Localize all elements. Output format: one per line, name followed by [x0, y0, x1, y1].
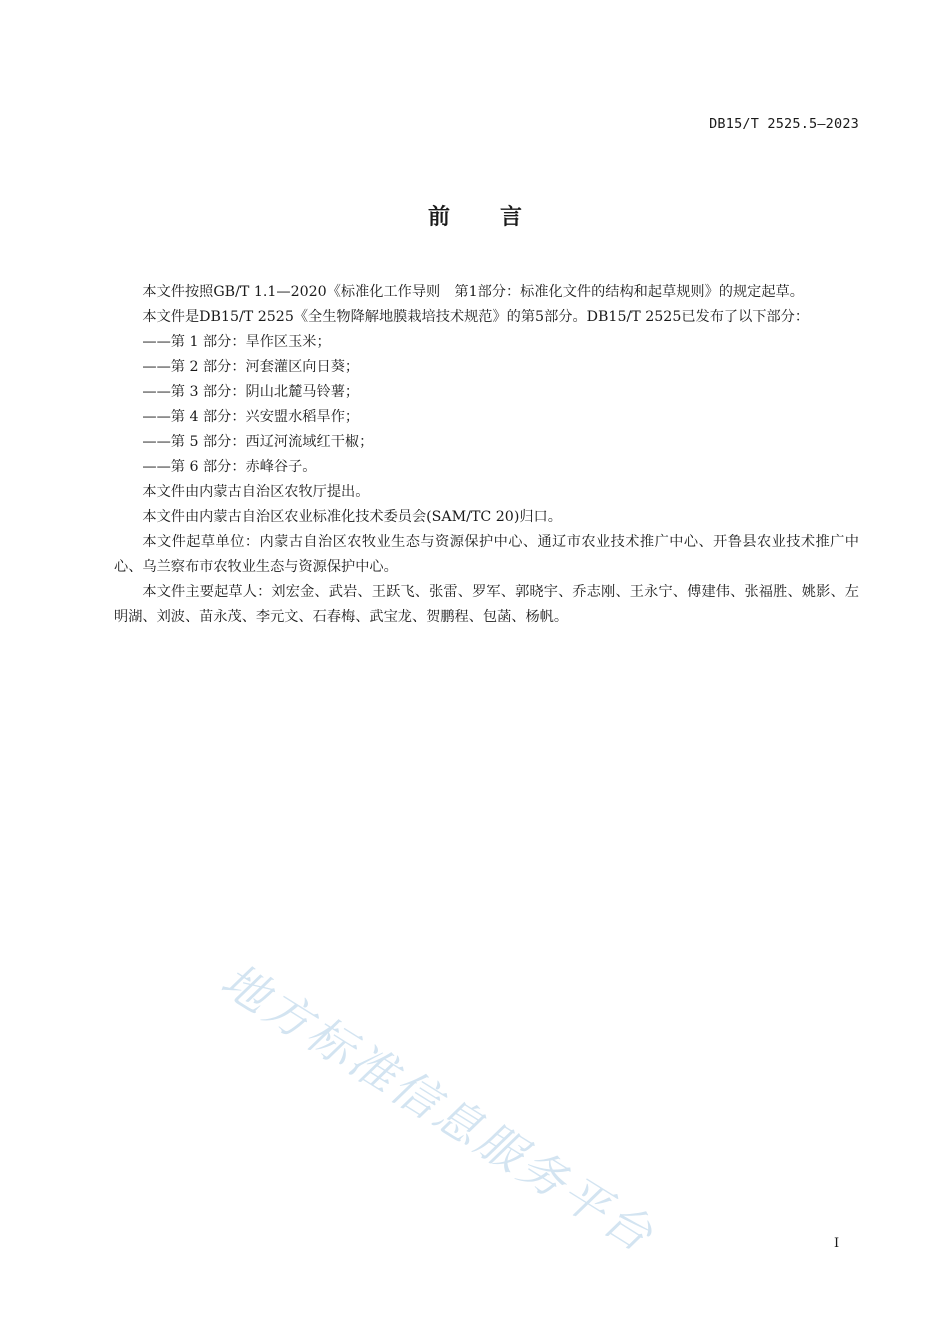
list-item-part-3: ——第 3 部分：阴山北麓马铃薯； [142, 384, 360, 400]
list-item-part-1: ——第 1 部分：旱作区玉米； [142, 334, 331, 350]
document-body [114, 280, 859, 630]
list-item-part-4: ——第 4 部分：兴安盟水稻旱作； [142, 409, 360, 425]
title-char-1: 前 [427, 205, 450, 230]
paragraph-proposer: 本文件由内蒙古自治区农牧厅提出。 [142, 484, 370, 500]
watermark-text: 地方标准信息服务平台 [212, 952, 665, 1264]
list-item-part-2: ——第 2 部分：河套灌区向日葵； [142, 359, 360, 375]
title-char-2: 言 [500, 205, 523, 230]
document-code: DB15/T 2525.5—2023 [709, 116, 859, 132]
paragraph-drafters: 本文件主要起草人：刘宏金、武岩、王跃飞、张雷、罗军、郭晓宇、乔志刚、王永宁、傅建伟、张福胜、姚影、左明湖、刘波、苗永茂、李元文、石春梅、武宝龙、贺鹏程、包菡、杨帆。 [114, 584, 859, 625]
list-item-part-6: ——第 6 部分：赤峰谷子。 [142, 459, 317, 475]
paragraph-series-info: 本文件是DB15/T 2525《全生物降解地膜栽培技术规范》的第5部分。DB15/T 2525已发布了以下部分： [142, 309, 810, 325]
paragraph-drafting-rules: 本文件按照GB/T 1.1—2020《标准化工作导则 第1部分：标准化文件的结构和起草规则》的规定起草。 [142, 284, 804, 300]
paragraph-committee: 本文件由内蒙古自治区农业标准化技术委员会(SAM/TC 20)归口。 [142, 509, 562, 525]
page-number: I [834, 1236, 840, 1251]
list-item-part-5: ——第 5 部分：西辽河流域红干椒； [142, 434, 374, 450]
parts-list [114, 330, 859, 480]
page-title [0, 200, 950, 231]
paragraph-drafting-units: 本文件起草单位：内蒙古自治区农牧业生态与资源保护中心、通辽市农业技术推广中心、开鲁县农业技术推广中心、乌兰察布市农牧业生态与资源保护中心。 [114, 534, 859, 575]
